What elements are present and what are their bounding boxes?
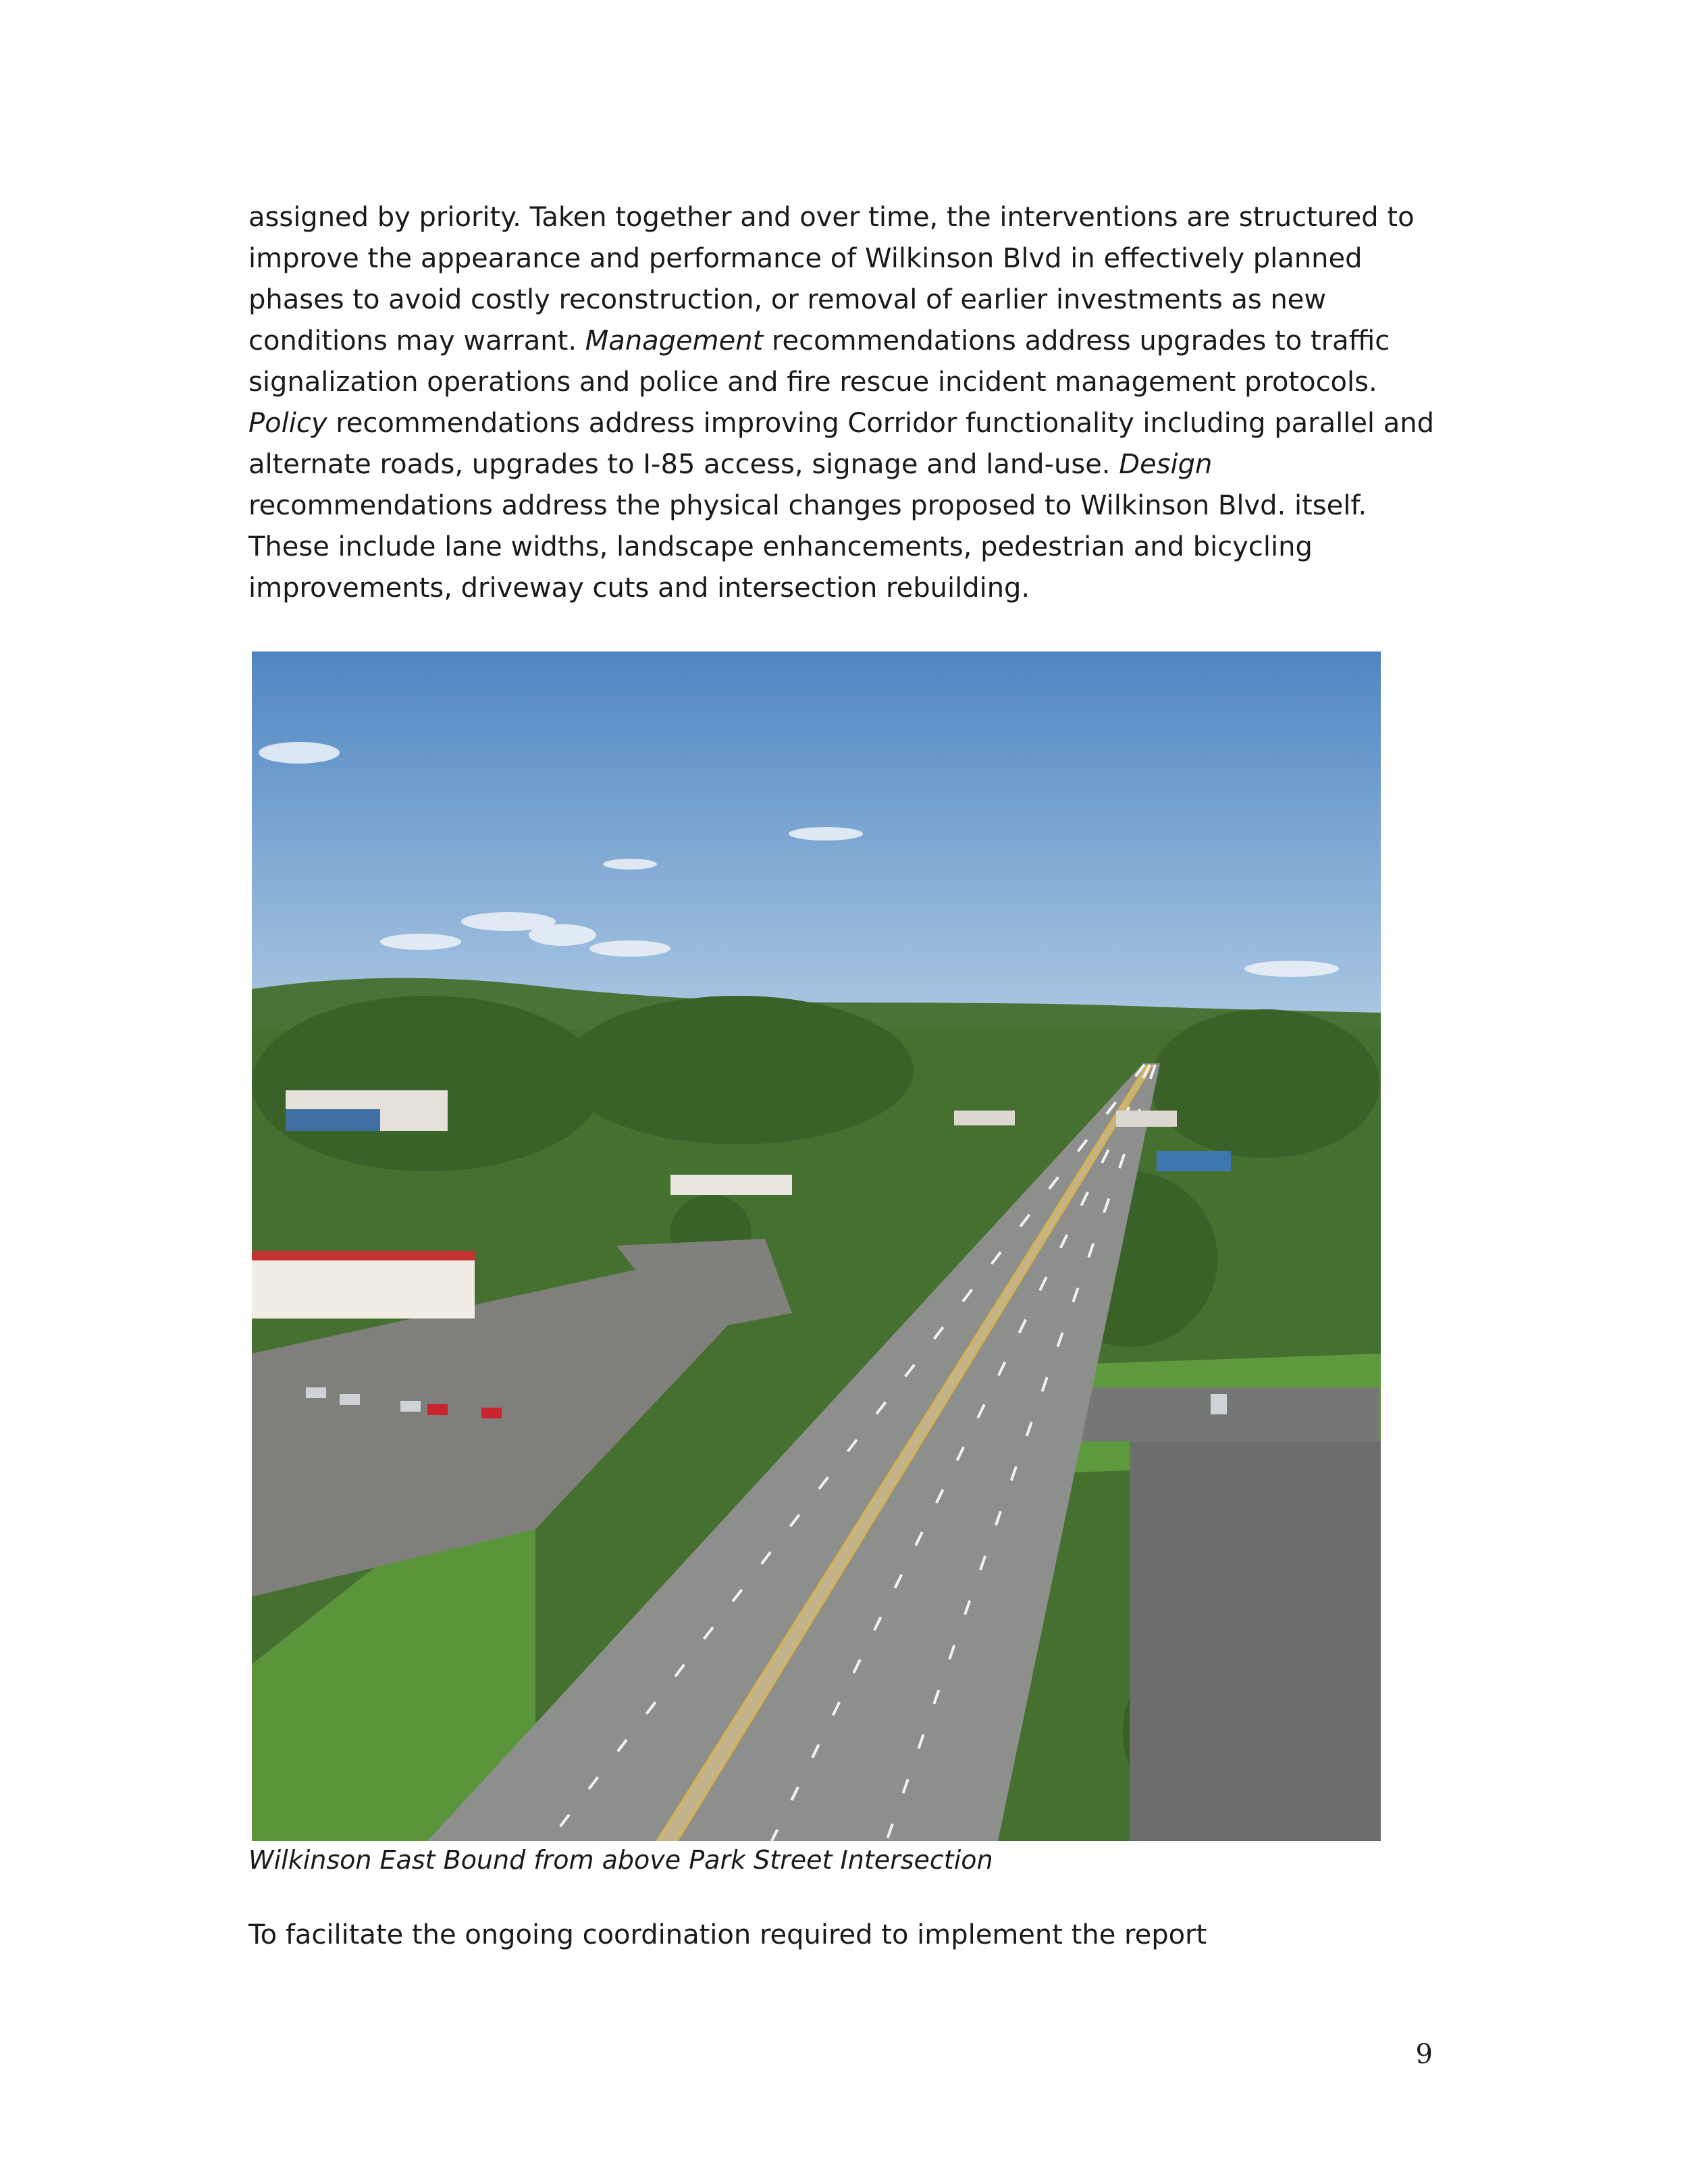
text-run: recommendations address improving Corridor functionality including parallel and alternate roads, upgrades to I-85 access, signage and land-use.: [248, 408, 1435, 480]
body-paragraph-2: To facilitate the ongoing coordination required to implement the report: [248, 1919, 1207, 1950]
body-paragraph: [248, 197, 1450, 609]
text-run: recommendations address upgrades to traffic signalization operations and police and fire rescue incident management protocols.: [248, 325, 1390, 398]
aerial-road-photo: [252, 651, 1381, 1841]
term-management: Management: [585, 325, 764, 356]
term-design: Design: [1119, 449, 1213, 480]
term-policy: Policy: [248, 408, 327, 439]
page-number: 9: [1415, 2039, 1433, 2070]
figure-caption: Wilkinson East Bound from above Park Street Intersection: [248, 1845, 993, 1875]
text-run: assigned by priority. Taken together and over time, the interventions are structured to improve the appearance and performance of Wilkinson Blvd in effectively planned phases to avoid costly reconstruction, or removal of earlier investments as new conditions may warrant.: [248, 202, 1415, 356]
text-run: recommendations address the physical changes proposed to Wilkinson Blvd. itself. These include lane widths, landscape enhancements, pedestrian and bicycling improvements, driveway cuts and intersection rebuilding.: [248, 490, 1367, 604]
